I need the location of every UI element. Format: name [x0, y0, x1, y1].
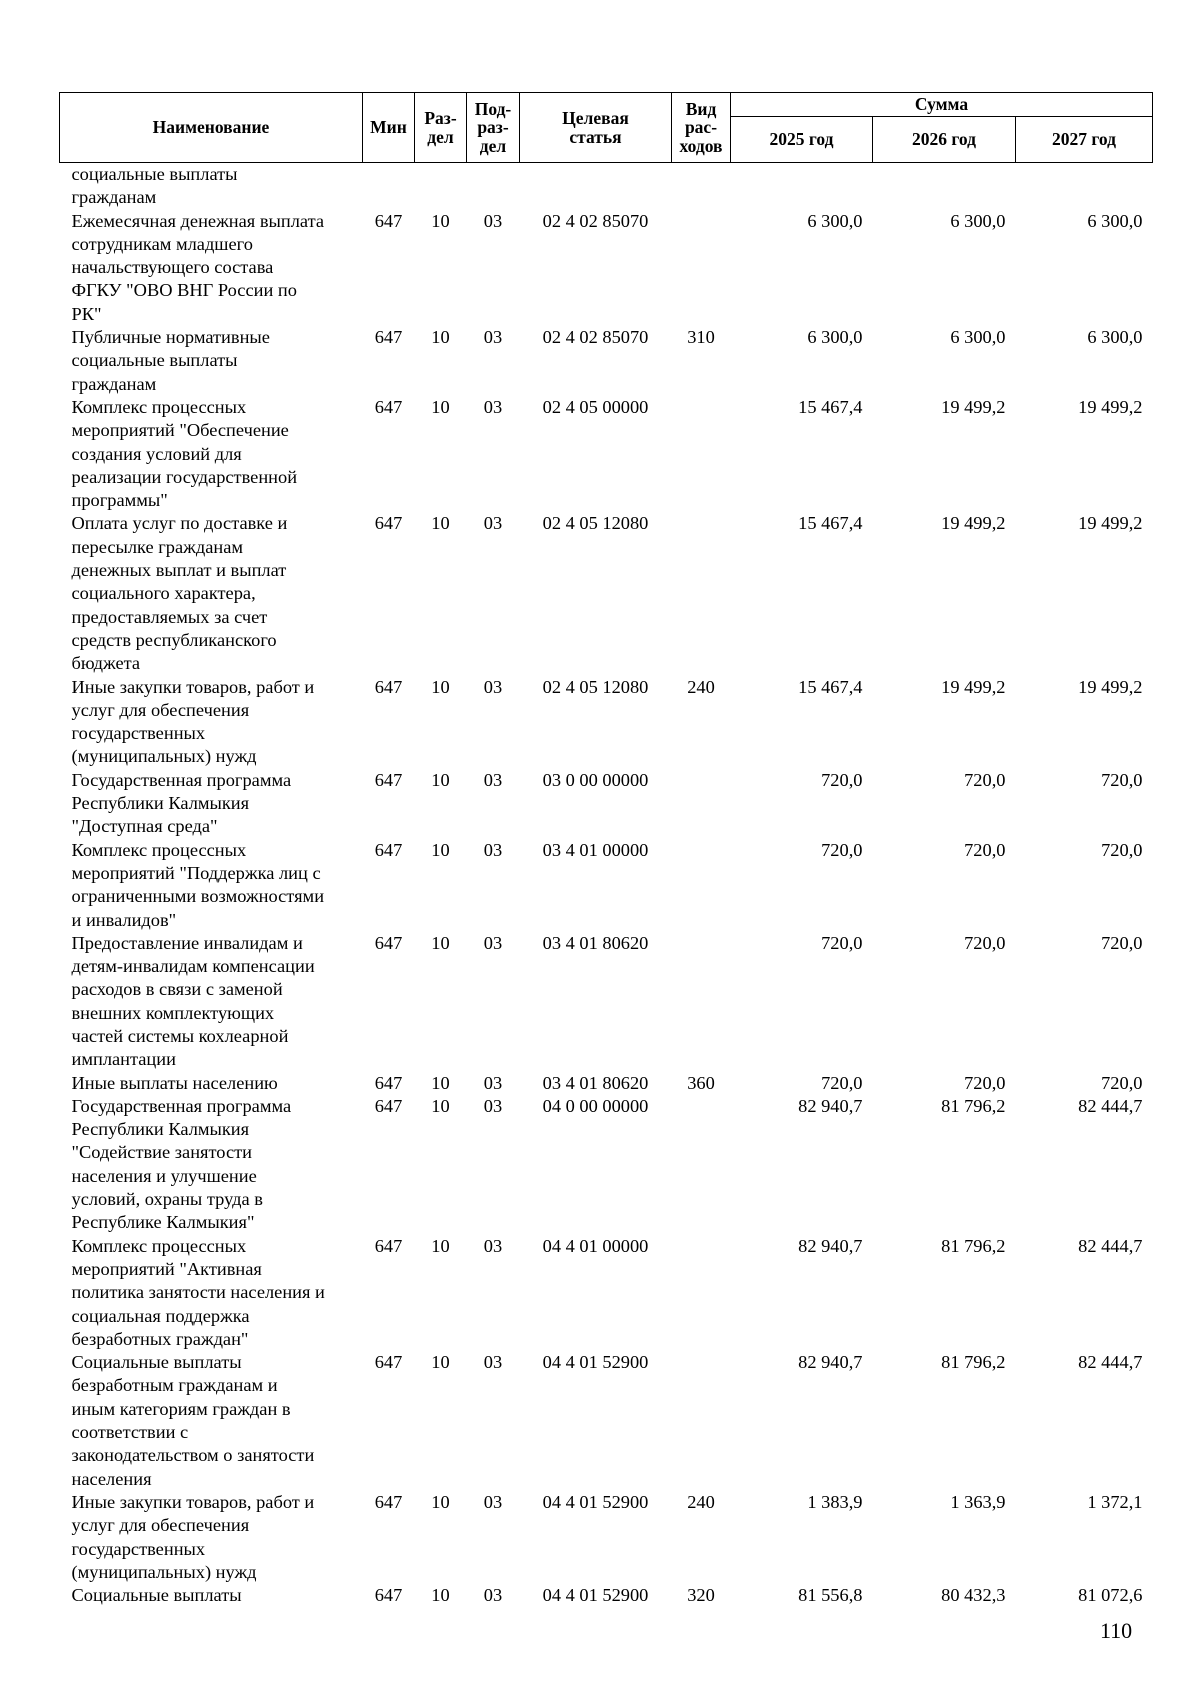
cell-podrazdel	[467, 163, 520, 210]
cell-2025: 720,0	[821, 769, 863, 790]
cell-2025: 82 940,7	[798, 1352, 863, 1373]
cell-razdel: 10	[431, 1095, 450, 1116]
cell-min: 647	[374, 513, 403, 534]
table-row	[60, 1235, 1153, 1351]
cell-2026: 6 300,0	[950, 327, 1006, 348]
table-row	[60, 512, 1153, 675]
cell-target: 04 4 01 00000	[542, 1235, 649, 1256]
table-row	[60, 1072, 1153, 1095]
header-year-2025: 2025 год	[731, 117, 873, 163]
cell-2026: 19 499,2	[941, 513, 1006, 534]
cell-2027: 6 300,0	[1087, 327, 1143, 348]
budget-table	[59, 92, 1153, 1607]
cell-2027: 82 444,7	[1078, 1352, 1143, 1373]
cell-2026: 6 300,0	[950, 210, 1006, 231]
table-row	[60, 210, 1153, 326]
cell-2025: 15 467,4	[798, 676, 863, 697]
cell-name: Комплекс процессных мероприятий "Активная политика занятости населения и социальная поддержка безработных граждан"	[71, 1235, 325, 1349]
cell-name: Публичные нормативные социальные выплаты гражданам	[71, 327, 270, 394]
cell-target: 04 4 01 52900	[542, 1491, 649, 1512]
cell-2026: 81 796,2	[941, 1235, 1006, 1256]
cell-2026: 81 796,2	[941, 1352, 1006, 1373]
header-podrazdel: Под- раз- дел	[467, 93, 520, 163]
cell-target: 02 4 02 85070	[542, 327, 649, 348]
cell-target: 03 4 01 00000	[542, 839, 649, 860]
cell-podrazdel: 03	[483, 1585, 503, 1606]
cell-2026: 1 363,9	[950, 1491, 1006, 1512]
cell-podrazdel: 03	[483, 769, 503, 790]
cell-podrazdel: 03	[483, 210, 503, 231]
cell-2027	[1016, 163, 1153, 210]
table-row	[60, 1095, 1153, 1235]
cell-podrazdel: 03	[483, 676, 503, 697]
header-min: Мин	[363, 93, 415, 163]
cell-target: 04 4 01 52900	[542, 1352, 649, 1373]
cell-vid: 240	[687, 676, 715, 697]
cell-2026: 19 499,2	[941, 396, 1006, 417]
cell-vid	[672, 1235, 731, 1351]
cell-name: Государственная программа Республики Калмыкия "Содействие занятости населения и улучшение условий, охраны труда в Республике Калмыкия"	[71, 1095, 292, 1233]
cell-2026: 80 432,3	[941, 1585, 1006, 1606]
cell-2025: 81 556,8	[798, 1585, 863, 1606]
table-row	[60, 1351, 1153, 1491]
cell-vid	[672, 396, 731, 512]
header-year-2026: 2026 год	[873, 117, 1016, 163]
cell-target: 02 4 05 00000	[542, 396, 649, 417]
cell-name: социальные выплаты гражданам	[71, 164, 238, 208]
cell-2026: 720,0	[964, 1072, 1006, 1093]
table-row	[60, 396, 1153, 512]
cell-name: Иные закупки товаров, работ и услуг для обеспечения государственных (муниципальных) нужд	[71, 1491, 315, 1582]
cell-razdel: 10	[431, 839, 450, 860]
cell-2025: 720,0	[821, 932, 863, 953]
cell-razdel: 10	[431, 1235, 450, 1256]
cell-min: 647	[374, 676, 403, 697]
cell-razdel: 10	[431, 210, 450, 231]
cell-2027: 82 444,7	[1078, 1095, 1143, 1116]
cell-vid	[672, 1351, 731, 1491]
cell-podrazdel: 03	[483, 932, 503, 953]
page-number: 110	[1100, 1618, 1133, 1643]
cell-min: 647	[374, 396, 403, 417]
cell-target: 02 4 02 85070	[542, 210, 649, 231]
cell-podrazdel: 03	[483, 1095, 503, 1116]
table-row	[60, 1584, 1153, 1607]
cell-razdel: 10	[431, 1491, 450, 1512]
cell-2026: 720,0	[964, 839, 1006, 860]
cell-2026: 19 499,2	[941, 676, 1006, 697]
cell-razdel: 10	[431, 396, 450, 417]
cell-target: 03 0 00 00000	[542, 769, 649, 790]
cell-razdel: 10	[431, 676, 450, 697]
cell-vid: 320	[687, 1585, 715, 1606]
cell-min: 647	[374, 327, 403, 348]
table-row	[60, 676, 1153, 769]
cell-2027: 720,0	[1101, 839, 1143, 860]
cell-target: 04 0 00 00000	[542, 1095, 649, 1116]
cell-2025: 6 300,0	[807, 327, 863, 348]
cell-name: Оплата услуг по доставке и пересылке гражданам денежных выплат и выплат социального характера, предоставляемых за счет средств республиканского бюджета	[71, 513, 288, 674]
table-row	[60, 326, 1153, 396]
header-name: Наименование	[60, 93, 363, 163]
cell-2026: 81 796,2	[941, 1095, 1006, 1116]
cell-2025: 1 383,9	[807, 1491, 863, 1512]
cell-target: 04 4 01 52900	[542, 1585, 649, 1606]
cell-name: Социальные выплаты безработным гражданам и иным категориям граждан в соответствии с законодательством о занятости населения	[71, 1352, 315, 1489]
cell-2027: 19 499,2	[1078, 396, 1143, 417]
cell-target	[520, 163, 672, 210]
cell-2025: 720,0	[821, 1072, 863, 1093]
header-target: Целевая статья	[520, 93, 672, 163]
cell-vid	[672, 163, 731, 210]
cell-name: Комплекс процессных мероприятий "Обеспечение создания условий для реализации государственной программы"	[71, 396, 298, 511]
cell-name: Иные закупки товаров, работ и услуг для обеспечения государственных (муниципальных) нужд	[71, 676, 315, 767]
cell-vid	[672, 512, 731, 675]
cell-min: 647	[374, 932, 403, 953]
cell-2025: 82 940,7	[798, 1235, 863, 1256]
cell-name: Предоставление инвалидам и детям-инвалидам компенсации расходов в связи с заменой внешних комплектующих частей системы кохлеарной имплантации	[71, 932, 315, 1070]
table-row	[60, 839, 1153, 932]
cell-2027: 81 072,6	[1078, 1585, 1143, 1606]
cell-podrazdel: 03	[483, 1491, 503, 1512]
header-year-2027: 2027 год	[1016, 117, 1153, 163]
table-row	[60, 769, 1153, 839]
cell-podrazdel: 03	[483, 1352, 503, 1373]
cell-podrazdel: 03	[483, 1072, 503, 1093]
cell-vid	[672, 210, 731, 326]
cell-2027: 6 300,0	[1087, 210, 1143, 231]
cell-min: 647	[374, 1585, 403, 1606]
cell-2027: 19 499,2	[1078, 513, 1143, 534]
cell-2025	[731, 163, 873, 210]
cell-2027: 720,0	[1101, 769, 1143, 790]
cell-podrazdel: 03	[483, 839, 503, 860]
cell-2027: 720,0	[1101, 932, 1143, 953]
cell-min: 647	[374, 839, 403, 860]
cell-razdel: 10	[431, 932, 450, 953]
cell-vid	[672, 932, 731, 1072]
cell-min: 647	[374, 1235, 403, 1256]
cell-name: Социальные выплаты	[71, 1585, 242, 1606]
cell-name: Государственная программа Республики Калмыкия "Доступная среда"	[71, 769, 292, 837]
header-vid: Вид рас- ходов	[672, 93, 731, 163]
cell-2025: 720,0	[821, 839, 863, 860]
cell-2025: 15 467,4	[798, 396, 863, 417]
cell-podrazdel: 03	[483, 1235, 503, 1256]
cell-min	[363, 163, 415, 210]
cell-vid	[672, 1095, 731, 1235]
cell-podrazdel: 03	[483, 513, 503, 534]
cell-target: 02 4 05 12080	[542, 676, 649, 697]
header-razdel: Раз- дел	[415, 93, 467, 163]
cell-vid	[672, 769, 731, 839]
table-body	[60, 163, 1153, 1608]
cell-podrazdel: 03	[483, 327, 503, 348]
cell-vid	[672, 839, 731, 932]
cell-razdel: 10	[431, 513, 450, 534]
cell-min: 647	[374, 769, 403, 790]
cell-2025: 82 940,7	[798, 1095, 863, 1116]
cell-2026	[873, 163, 1016, 210]
cell-razdel: 10	[431, 1352, 450, 1373]
cell-min: 647	[374, 1095, 403, 1116]
cell-vid: 310	[687, 327, 715, 348]
header-sum: Сумма	[731, 93, 1153, 117]
cell-target: 03 4 01 80620	[542, 932, 649, 953]
cell-min: 647	[374, 210, 403, 231]
cell-min: 647	[374, 1352, 403, 1373]
cell-2027: 1 372,1	[1087, 1491, 1143, 1512]
cell-name: Ежемесячная денежная выплата сотрудникам младшего начальствующего состава ФГКУ "ОВО ВНГ России по РК"	[71, 210, 325, 324]
cell-razdel: 10	[431, 1585, 450, 1606]
table-row	[60, 1491, 1153, 1584]
cell-razdel: 10	[431, 1072, 450, 1093]
cell-2026: 720,0	[964, 769, 1006, 790]
table-header	[60, 93, 1153, 163]
cell-min: 647	[374, 1491, 403, 1512]
cell-target: 03 4 01 80620	[542, 1072, 649, 1093]
cell-target: 02 4 05 12080	[542, 513, 649, 534]
cell-razdel: 10	[431, 327, 450, 348]
cell-razdel: 10	[431, 769, 450, 790]
cell-2027: 82 444,7	[1078, 1235, 1143, 1256]
cell-name: Иные выплаты населению	[71, 1072, 278, 1093]
cell-razdel	[415, 163, 467, 210]
cell-2025: 6 300,0	[807, 210, 863, 231]
table-row	[60, 932, 1153, 1072]
cell-vid: 360	[687, 1072, 715, 1093]
cell-podrazdel: 03	[483, 396, 503, 417]
cell-2026: 720,0	[964, 932, 1006, 953]
cell-2027: 720,0	[1101, 1072, 1143, 1093]
cell-name: Комплекс процессных мероприятий "Поддержка лиц с ограниченными возможностями и инвалидов"	[71, 839, 325, 930]
cell-2027: 19 499,2	[1078, 676, 1143, 697]
cell-2025: 15 467,4	[798, 513, 863, 534]
table-row	[60, 163, 1153, 210]
cell-min: 647	[374, 1072, 403, 1093]
cell-vid: 240	[687, 1491, 715, 1512]
